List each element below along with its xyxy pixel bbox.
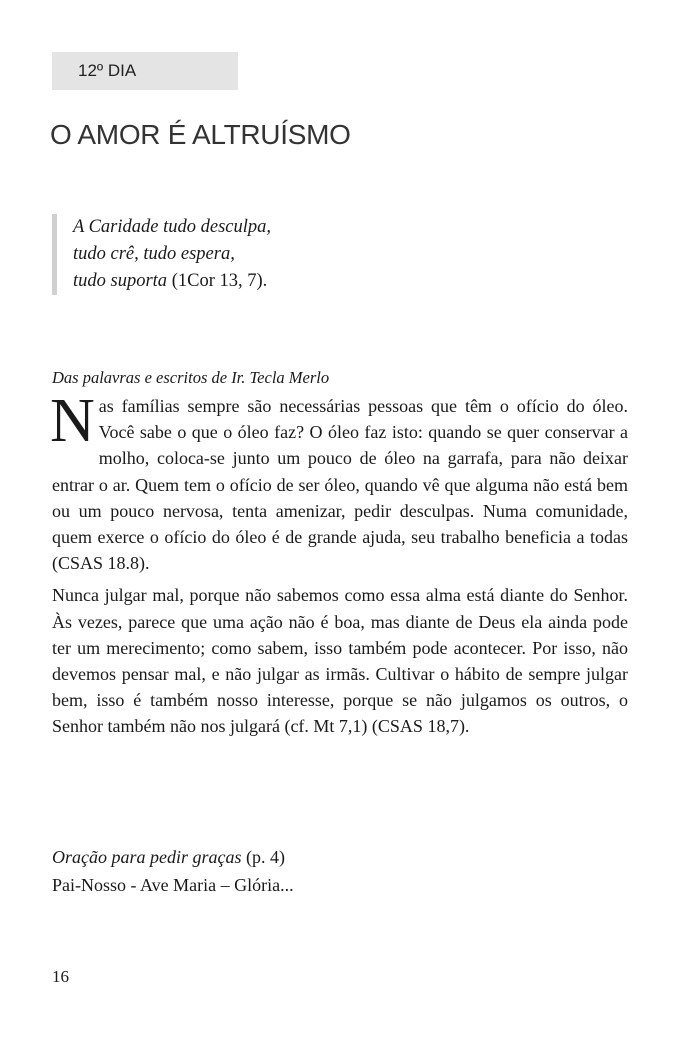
epigraph-line-3-text: tudo suporta: [73, 271, 168, 291]
paragraph-1-text: as famílias sempre são necessárias pessoas que têm o ofício do óleo. Você sabe o que o óleo faz? O óleo faz isto: quando se quer conservar a molho, coloca-se junto um pouco de óleo na garrafa, para não deixar entrar o ar. Quem tem o ofício de ser óleo, quando vê que alguma não está bem ou um pouco nervosa, tenta amenizar, pedir desculpas. Numa comunidade, quem exerce o ofício do óleo é de grande ajuda, seu trabalho beneficia a todas (CSAS 18.8).: [52, 396, 628, 574]
epigraph-reference: (1Cor 13, 7).: [171, 271, 268, 291]
source-attribution: Das palavras e escritos de Ir. Tecla Merlo: [52, 368, 330, 387]
prayer-page-ref: (p. 4): [246, 847, 285, 867]
paragraph-2: Nunca julgar mal, porque não sabemos como essa alma está diante do Senhor. Às vezes, parece que uma ação não é boa, mas diante de Deus ela ainda pode ter um merecimento; como sabem, isso também pode acontecer. Por isso, não devemos pensar mal, e não julgar as irmãs. Cultivar o hábito de sempre julgar bem, isso é também nosso interesse, porque se não julgamos os outros, o Senhor também não nos julgará (cf. Mt 7,1) (CSAS 18,7).: [52, 585, 628, 737]
body-text: [50, 387, 628, 746]
epigraph-line-2: tudo crê, tudo espera,: [73, 244, 235, 264]
epigraph-quote: [52, 214, 493, 295]
day-label: 12º DIA: [52, 52, 238, 90]
page-number: 16: [52, 967, 69, 986]
page-title: O AMOR É ALTRUÍSMO: [50, 119, 351, 150]
paragraph-1: [50, 387, 628, 576]
prayer-label-text: Oração para pedir graças: [52, 847, 242, 867]
epigraph-line-1: A Caridade tudo desculpa,: [73, 217, 272, 237]
prayer-label: [52, 845, 285, 869]
drop-cap: N: [50, 387, 95, 455]
prayer-line: Pai-Nosso - Ave Maria – Glória...: [52, 875, 294, 895]
epigraph-line-3: [73, 268, 493, 295]
